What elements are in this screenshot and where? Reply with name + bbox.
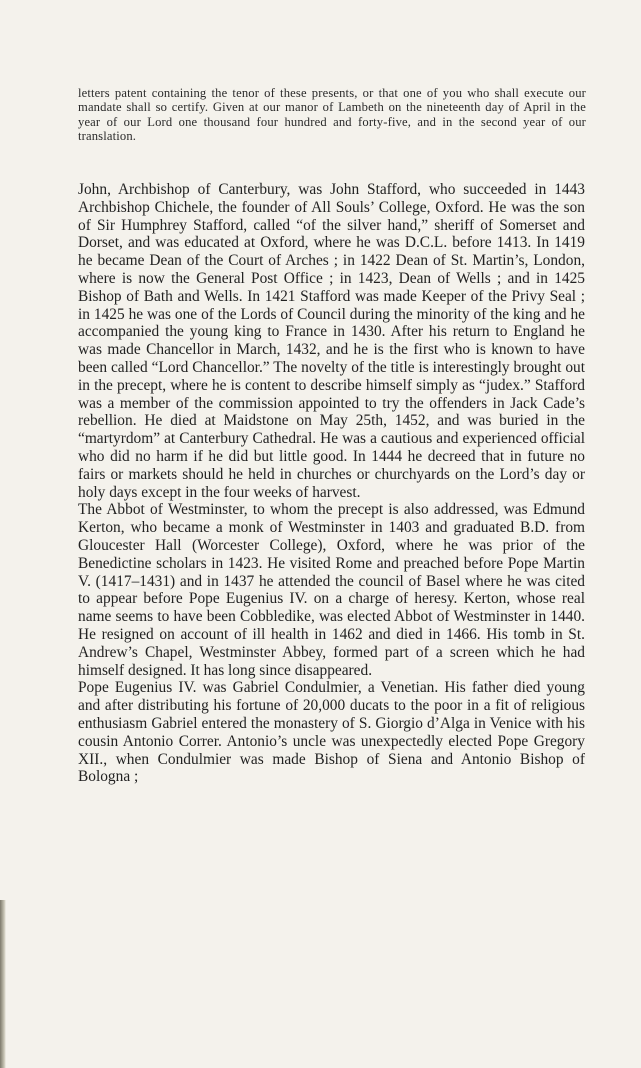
main-text	[78, 181, 585, 786]
page-edge-shadow	[0, 900, 6, 1068]
paragraph-abbot: The Abbot of Westminster, to whom the precept is also addressed, was Edmund Kerton, who became a monk of Westminster in 1403 and graduated B.D. from Gloucester Hall (Worcester College), Oxford, where he was prior of the Benedictine scholars in 1423. He visited Rome and preached before Pope Martin V. (1417–1431) and in 1437 he attended the council of Basel where he was cited to appear before Pope Eugenius IV. on a charge of heresy. Kerton, whose real name seems to have been Cobbledike, was elected Abbot of Westminster in 1440. He resigned on account of ill health in 1462 and died in 1466. His tomb in St. Andrew’s Chapel, Westminster Abbey, formed part of a screen which he had himself designed. It has long since disappeared.	[78, 501, 585, 679]
paragraph-pope: Pope Eugenius IV. was Gabriel Condulmier, a Venetian. His father died young and after distributing his fortune of 20,000 ducats to the poor in a fit of religious enthusiasm Gabriel entered the monastery of S. Giorgio d’Alga in Venice with his cousin Antonio Correr. Antonio’s uncle was unexpectedly elected Pope Gregory XII., when Condulmier was made Bishop of Siena and Antonio Bishop of Bologna ;	[78, 679, 585, 786]
paragraph-archbishop: John, Archbishop of Canterbury, was John Stafford, who succeeded in 1443 Archbishop Chichele, the founder of All Souls’ College, Oxford. He was the son of Sir Humphrey Stafford, called “of the silver hand,” sheriff of Somerset and Dorset, and was educated at Oxford, where he was D.C.L. before 1413. In 1419 he became Dean of the Court of Arches ; in 1422 Dean of St. Martin’s, London, where is now the General Post Office ; in 1423, Dean of Wells ; and in 1425 Bishop of Bath and Wells. In 1421 Stafford was made Keeper of the Privy Seal ; in 1425 he was one of the Lords of Council during the minority of the king and he accompanied the young king to France in 1430. After his return to England he was made Chancellor in March, 1432, and he is the first who is known to have been called “Lord Chancellor.” The novelty of the title is interestingly brought out in the precept, where he is content to describe himself simply as “judex.” Stafford was a member of the commission appointed to try the offenders in Jack Cade’s rebellion. He died at Maidstone on May 25th, 1452, and was buried in the “martyrdom” at Canterbury Cathedral. He was a cautious and experienced official who did no harm if he did but little good. In 1444 he decreed that in future no fairs or markets should he held in churches or churchyards on the Lord’s day or holy days except in the four weeks of harvest.	[78, 181, 585, 501]
footnote-paragraph: letters patent containing the tenor of these presents, or that one of you who shall execute our mandate shall so certify. Given at our manor of Lambeth on the nineteenth day of April in the year of our Lord one thousand four hundred and forty-five, and in the second year of our translation.	[78, 86, 586, 144]
